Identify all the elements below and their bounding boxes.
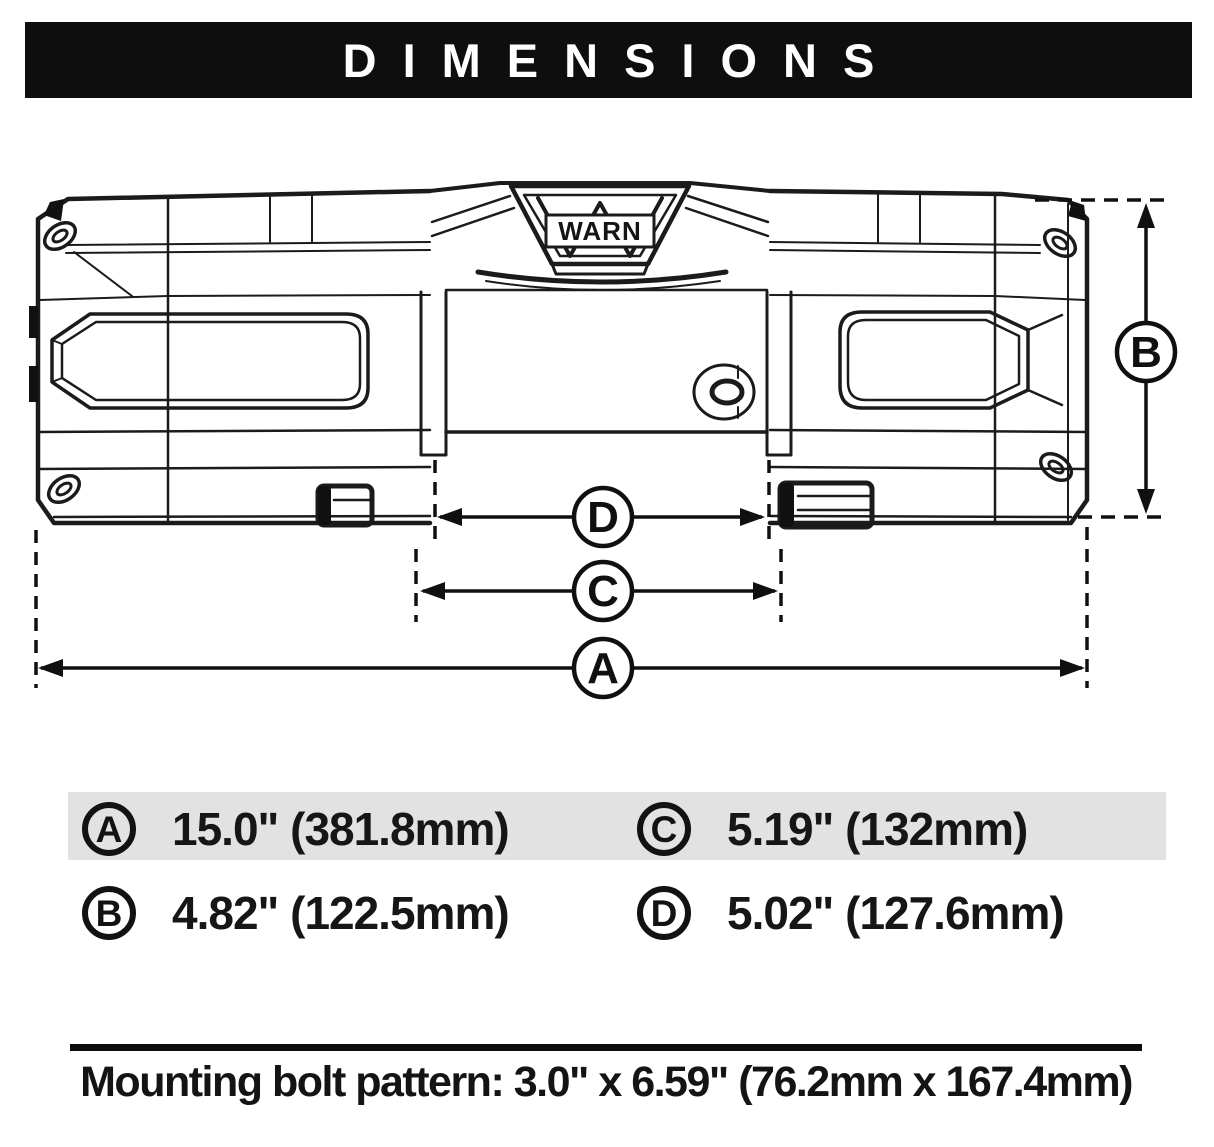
arrow-down-icon [1137, 489, 1155, 514]
arrow-right-icon [1060, 659, 1085, 677]
dim-label-b: B [1130, 328, 1162, 377]
mounting-foot [318, 486, 372, 525]
dim-badge-b: B [82, 886, 136, 940]
brand-logo-text: WARN [558, 216, 642, 246]
corner-accent [44, 199, 64, 221]
dim-label-d: D [587, 493, 619, 542]
dim-badge-c: C [637, 802, 691, 856]
screw-icon [44, 470, 84, 508]
left-housing [29, 191, 430, 523]
dim-value-d: 5.02" (127.6mm) [727, 887, 1064, 939]
dim-value-a: 15.0" (381.8mm) [172, 803, 509, 855]
dim-badge-a: A [82, 802, 136, 856]
dim-label-a: A [587, 644, 619, 693]
spec-row-d [637, 884, 1064, 942]
brand-badge [511, 186, 689, 274]
dimension-d [435, 460, 769, 546]
arrow-right-icon [740, 508, 765, 526]
screw-icon [1036, 448, 1076, 486]
mounting-bolt-pattern-note: Mounting bolt pattern: 3.0" x 6.59" (76.2mm x 167.4mm) [80, 1058, 1132, 1106]
arrow-left-icon [420, 582, 445, 600]
dim-badge-d: D [637, 886, 691, 940]
screw-icon [40, 217, 80, 255]
arrow-left-icon [437, 508, 462, 526]
arrow-right-icon [753, 582, 778, 600]
spec-row-b [82, 884, 509, 942]
mounting-foot [780, 483, 872, 527]
page-title: DIMENSIONS [342, 33, 901, 87]
dimension-a [36, 527, 1087, 697]
dim-value-b: 4.82" (122.5mm) [172, 887, 509, 939]
screw-icon [1040, 224, 1080, 262]
dim-value-c: 5.19" (132mm) [727, 803, 1028, 855]
spec-row-c [637, 800, 1027, 858]
dim-label-c: C [587, 567, 619, 616]
footer-divider [70, 1044, 1142, 1051]
dimension-c [416, 549, 781, 622]
clutch-lever [694, 365, 754, 419]
right-housing [770, 191, 1087, 523]
arrow-left-icon [38, 659, 63, 677]
arrow-up-icon [1137, 203, 1155, 228]
spec-row-a [82, 800, 509, 858]
